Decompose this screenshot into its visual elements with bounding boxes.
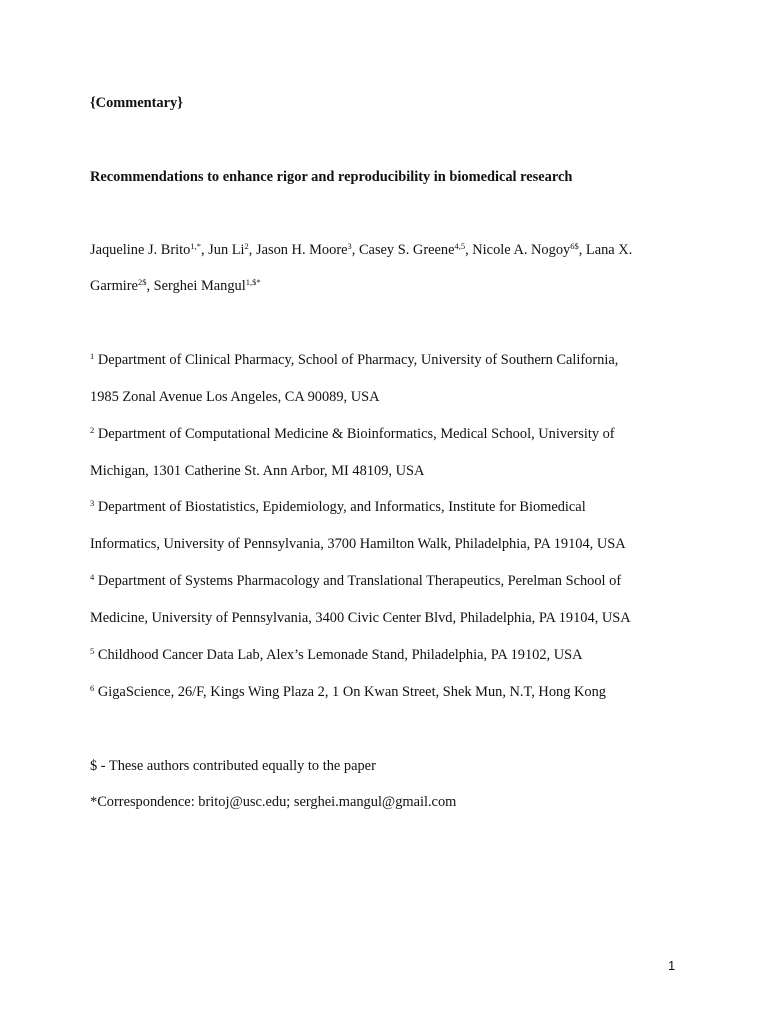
author-name: Garmire xyxy=(90,278,138,294)
affiliation-2-continued: Michigan, 1301 Catherine St. Ann Arbor, MI 48109, USA xyxy=(90,463,425,479)
author-affiliation-marker: 4,5 xyxy=(454,241,466,251)
author-name: , Casey S. Greene xyxy=(351,242,455,258)
affiliation-1-continued: 1985 Zonal Avenue Los Angeles, CA 90089, USA xyxy=(90,389,380,405)
page-number: 1 xyxy=(668,958,676,973)
affiliation-number: 1 xyxy=(90,351,95,361)
affiliation-number: 4 xyxy=(90,572,95,582)
correspondence-note: *Correspondence: britoj@usc.edu; serghei.mangul@gmail.com xyxy=(90,794,457,810)
author-affiliation-marker: 3 xyxy=(347,241,352,251)
affiliation-5 xyxy=(90,646,583,664)
author-affiliation-marker: 1,$* xyxy=(245,277,261,287)
author-list-line-2 xyxy=(90,277,261,295)
affiliation-text: GigaScience, 26/F, Kings Wing Plaza 2, 1 On Kwan Street, Shek Mun, N.T, Hong Kong xyxy=(94,684,606,700)
affiliation-2 xyxy=(90,425,615,443)
affiliation-3 xyxy=(90,498,586,516)
equal-contribution-note: $ - These authors contributed equally to the paper xyxy=(90,758,376,774)
affiliation-number: 2 xyxy=(90,425,95,435)
paper-title: Recommendations to enhance rigor and reproducibility in biomedical research xyxy=(90,169,573,185)
author-name: , Jason H. Moore xyxy=(248,242,348,258)
author-affiliation-marker: 1,* xyxy=(190,241,201,251)
affiliation-number: 6 xyxy=(90,683,95,693)
section-tag: {Commentary} xyxy=(90,95,183,111)
affiliation-text: Childhood Cancer Data Lab, Alex’s Lemonade Stand, Philadelphia, PA 19102, USA xyxy=(94,647,583,663)
affiliation-6 xyxy=(90,683,606,701)
affiliation-text: Department of Biostatistics, Epidemiology, and Informatics, Institute for Biomedical xyxy=(94,499,586,515)
affiliation-number: 5 xyxy=(90,646,95,656)
affiliation-text: Department of Clinical Pharmacy, School of Pharmacy, University of Southern California, xyxy=(94,352,619,368)
author-name: , Serghei Mangul xyxy=(146,278,246,294)
affiliation-number: 3 xyxy=(90,498,95,508)
author-name: , Lana X. xyxy=(578,242,633,258)
author-affiliation-marker: 2 xyxy=(244,241,249,251)
affiliation-3-continued: Informatics, University of Pennsylvania, 3700 Hamilton Walk, Philadelphia, PA 19104, USA xyxy=(90,536,626,552)
author-affiliation-marker: 6$ xyxy=(570,241,579,251)
author-name: Jaqueline J. Brito xyxy=(90,242,191,258)
affiliation-text: Department of Systems Pharmacology and Translational Therapeutics, Perelman School of xyxy=(94,573,622,589)
affiliation-1 xyxy=(90,351,618,369)
affiliation-4-continued: Medicine, University of Pennsylvania, 3400 Civic Center Blvd, Philadelphia, PA 19104, USA xyxy=(90,610,631,626)
author-name: , Jun Li xyxy=(200,242,245,258)
author-name: , Nicole A. Nogoy xyxy=(465,242,571,258)
affiliation-4 xyxy=(90,572,621,590)
author-list-line-1 xyxy=(90,241,632,259)
affiliation-text: Department of Computational Medicine & Bioinformatics, Medical School, University of xyxy=(94,426,615,442)
author-affiliation-marker: 2$ xyxy=(137,277,147,287)
